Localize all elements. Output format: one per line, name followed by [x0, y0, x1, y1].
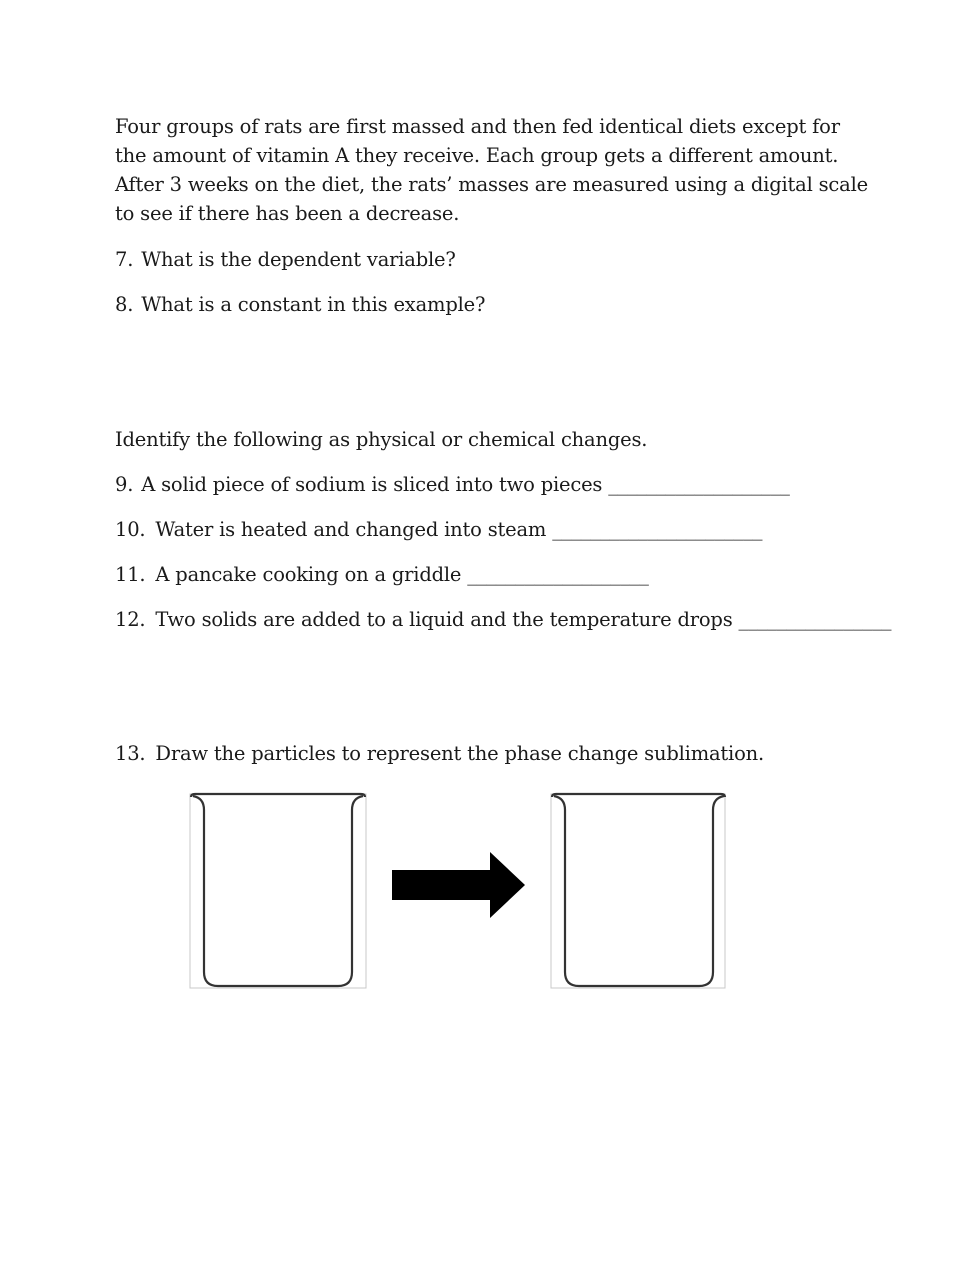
question-text: A solid piece of sodium is sliced into two pieces ___________________	[141, 473, 790, 496]
question-number: 10.	[115, 518, 146, 541]
question-number: 11.	[115, 563, 146, 586]
question-number: 8.	[115, 293, 134, 316]
question-number: 13.	[115, 742, 146, 765]
question-text: Water is heated and changed into steam ______________________	[155, 518, 763, 541]
arrow-right-icon	[392, 852, 525, 918]
section-instruction: Identify the following as physical or chemical changes.	[115, 428, 648, 451]
question-text: A pancake cooking on a griddle ___________________	[155, 563, 649, 586]
question-text: Draw the particles to represent the phase change sublimation.	[155, 742, 764, 765]
beaker-before-icon	[190, 794, 366, 988]
question-12	[115, 605, 891, 634]
beaker-after-icon	[551, 794, 725, 988]
question-7	[115, 245, 456, 274]
question-9	[115, 470, 790, 499]
sublimation-diagram	[188, 790, 733, 992]
question-text: What is a constant in this example?	[141, 293, 486, 316]
question-8	[115, 290, 485, 319]
question-number: 12.	[115, 608, 146, 631]
question-number: 9.	[115, 473, 134, 496]
scenario-paragraph: Four groups of rats are first massed and then fed identical diets except for the amount of vitamin A they receive. Each group gets a different amount. After 3 weeks on the diet, the rats’ masses are measured using a digital scale to see if there has been a decrease.	[115, 115, 868, 225]
question-11	[115, 560, 649, 589]
question-number: 7.	[115, 248, 134, 271]
question-text: Two solids are added to a liquid and the temperature drops ________________	[155, 608, 892, 631]
question-10	[115, 515, 762, 544]
question-13	[115, 739, 764, 768]
question-text: What is the dependent variable?	[141, 248, 456, 271]
